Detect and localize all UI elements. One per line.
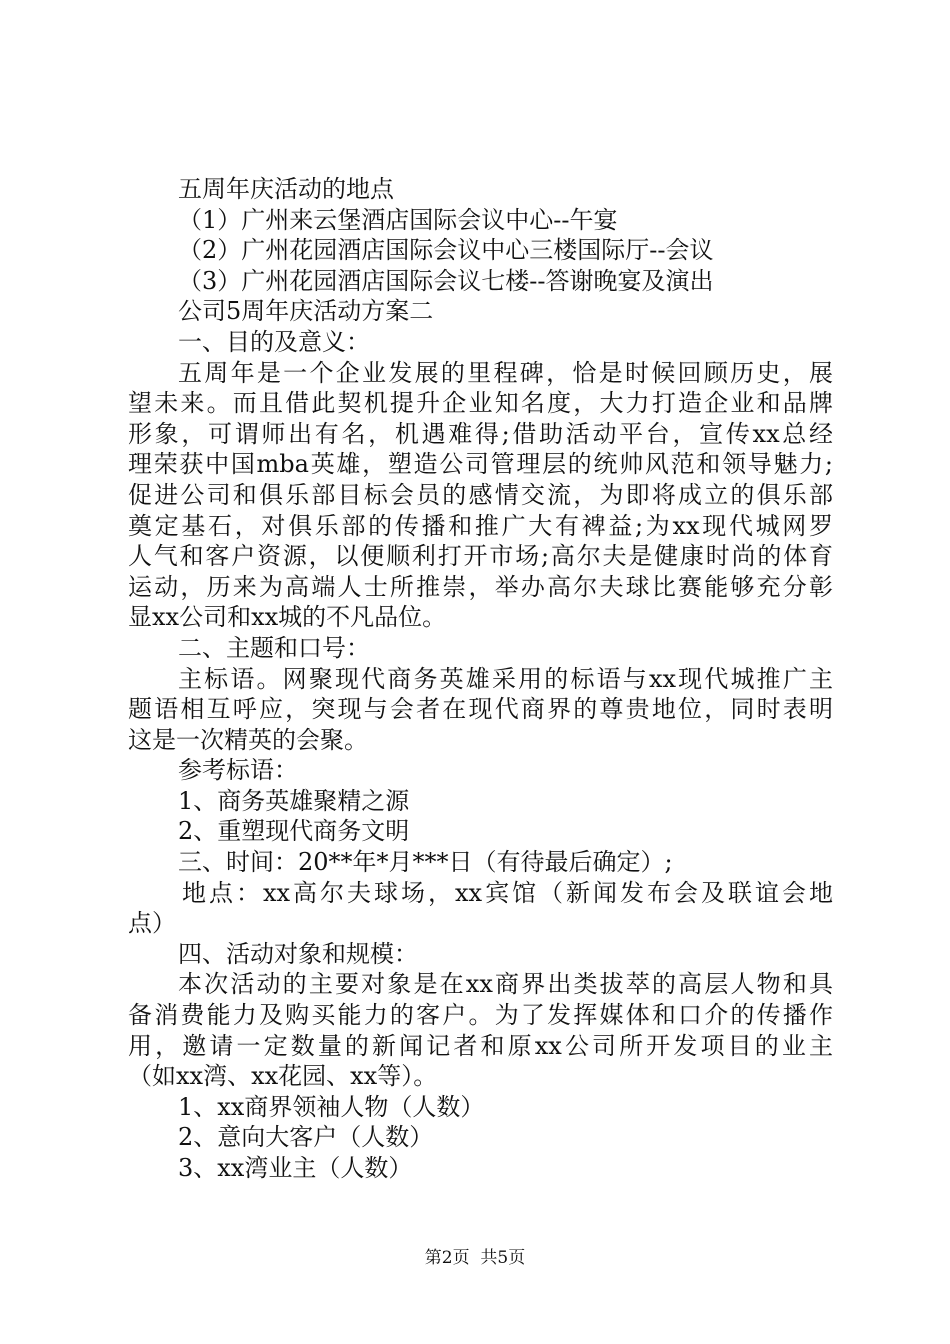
section-audience-heading: 四、活动对象和规模： (178, 939, 418, 968)
purpose-text-line: 望未来。而且借此契机提升企业知名度，大力打造企业和品牌 (128, 389, 833, 418)
purpose-text-line: 理荣获中国mba英雄，塑造公司管理层的统帅风范和领导魅力; (128, 450, 833, 479)
page-number-label: 第2页 共5页 (424, 1248, 526, 1268)
venue-item-2: （2）广州花园酒店国际会议中心三楼国际厅--会议 (178, 236, 714, 265)
slogan-item-1: 1、商务英雄聚精之源 (178, 786, 410, 815)
theme-text-line: 题语相互呼应，突现与会者在现代商界的尊贵地位，同时表明 (128, 695, 833, 724)
purpose-text-line: 促进公司和俱乐部目标会员的感情交流，为即将成立的俱乐部 (128, 480, 833, 509)
purpose-text-line: 奠定基石，对俱乐部的传播和推广大有裨益;为xx现代城网罗 (128, 511, 833, 540)
heading-venue: 五周年庆活动的地点 (178, 175, 394, 203)
audience-item-1: 1、xx商界领袖人物（人数） (178, 1092, 485, 1121)
section-theme-heading: 二、主题和口号： (178, 633, 370, 662)
plan-two-title: 公司5周年庆活动方案二 (178, 297, 434, 326)
purpose-text-line: 形象，可谓师出有名，机遇难得;借助活动平台，宣传xx总经 (128, 419, 833, 448)
audience-item-3: 3、xx湾业主（人数） (178, 1154, 413, 1182)
audience-text-line: （如xx湾、xx花园、xx等）。 (128, 1062, 438, 1091)
audience-item-2: 2、意向大客户（人数） (178, 1123, 434, 1152)
location-text-line: 点） (128, 909, 176, 938)
purpose-text-line: 显xx公司和xx城的不凡品位。 (128, 603, 447, 632)
venue-item-1: （1）广州来云堡酒店国际会议中心--午宴 (178, 205, 618, 234)
purpose-text-line: 五周年是一个企业发展的里程碑，恰是时候回顾历史，展 (178, 358, 833, 387)
section-time-line: 三、时间：20**年*月***日（有待最后确定）; (178, 848, 673, 877)
theme-text-line: 主标语。网聚现代商务英雄采用的标语与xx现代城推广主 (178, 664, 833, 693)
slogan-item-2: 2、重塑现代商务文明 (178, 817, 410, 846)
audience-text-line: 用，邀请一定数量的新闻记者和原xx公司所开发项目的业主 (128, 1031, 833, 1060)
document-body (128, 174, 833, 1184)
venue-item-3: （3）广州花园酒店国际会议七楼--答谢晚宴及演出 (178, 266, 714, 295)
purpose-text-line: 运动，历来为高端人士所推崇，举办高尔夫球比赛能够充分彰 (128, 572, 833, 601)
section-purpose-heading: 一、目的及意义： (178, 327, 370, 356)
purpose-text-line: 人气和客户资源，以便顺利打开市场;高尔夫是健康时尚的体育 (128, 542, 833, 571)
audience-text-line: 备消费能力及购买能力的客户。为了发挥媒体和口介的传播作 (128, 1001, 833, 1030)
page-footer (0, 1243, 950, 1268)
theme-text-line: 这是一次精英的会聚。 (128, 725, 368, 754)
audience-text-line: 本次活动的主要对象是在xx商界出类拔萃的高层人物和具 (178, 970, 833, 999)
location-text-line: 地点：xx高尔夫球场，xx宾馆（新闻发布会及联谊会地 (182, 878, 833, 907)
reference-slogan-heading: 参考标语： (178, 756, 298, 785)
